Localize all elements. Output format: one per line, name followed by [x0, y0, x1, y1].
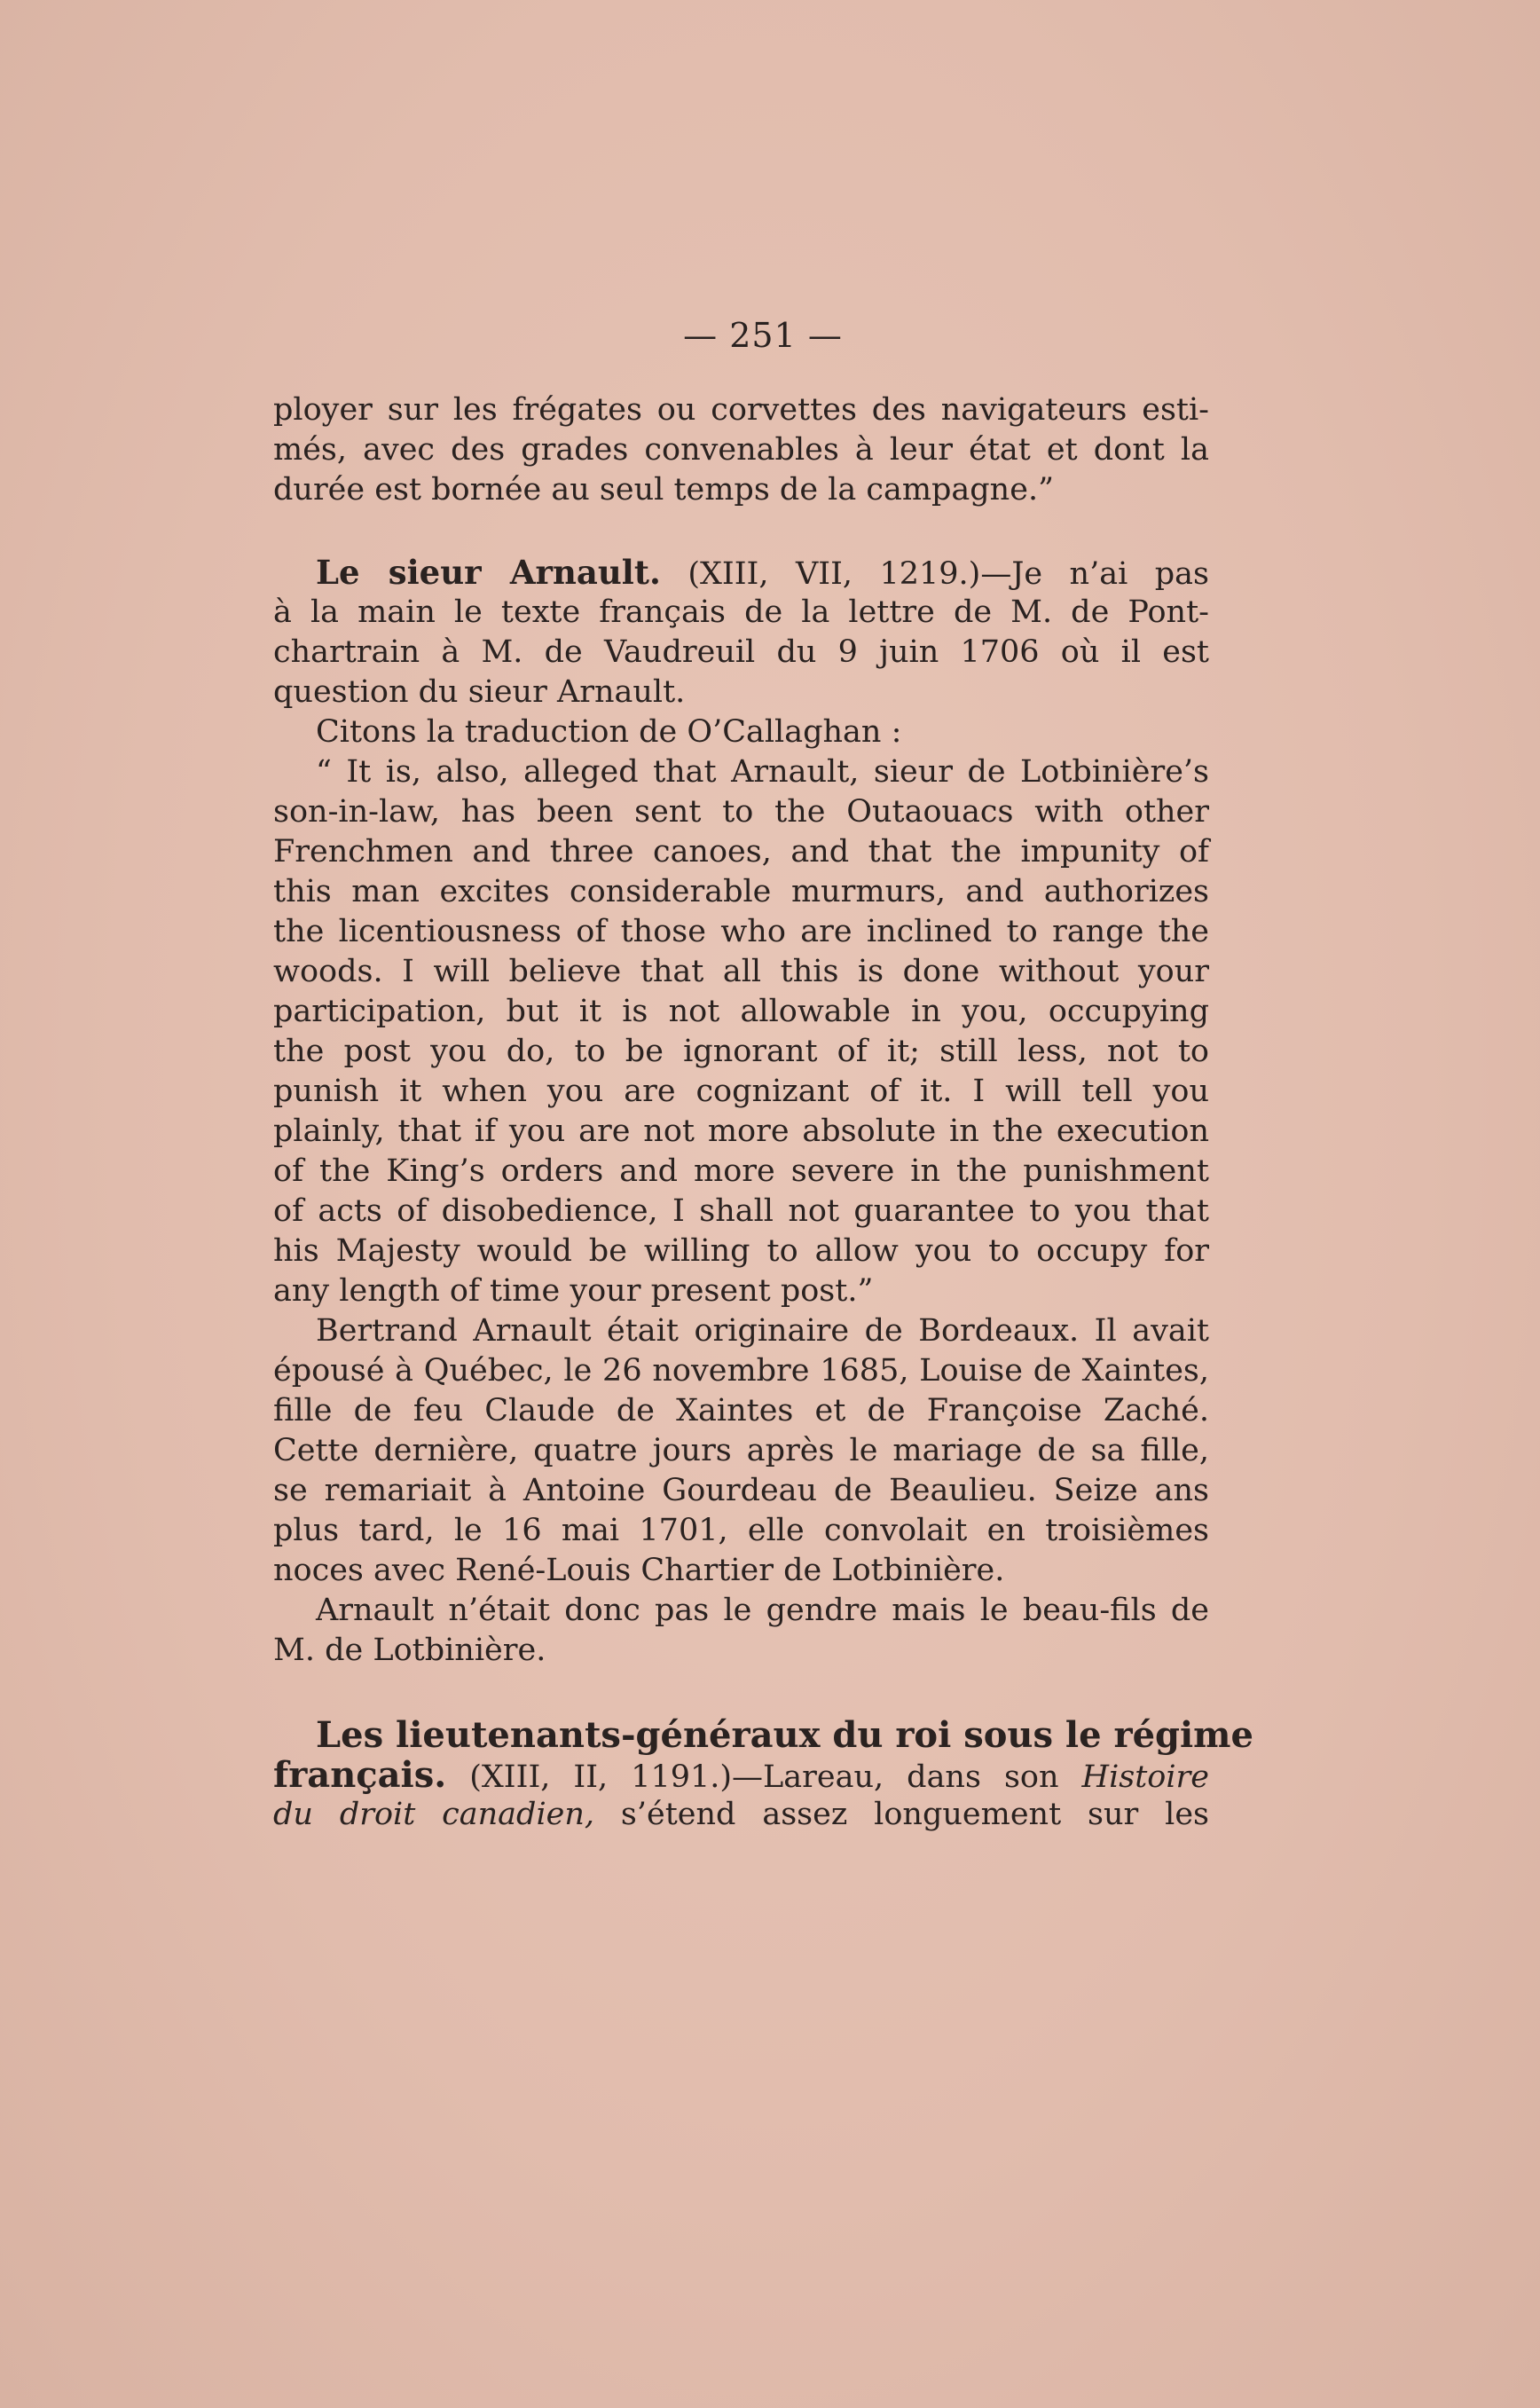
text-line: durée est bornée au seul temps de la campagne.” — [273, 472, 1054, 508]
quote-line: of acts of disobedience, I shall not guarantee to you that — [273, 1193, 1209, 1229]
text-line: question du sieur Arnault. — [273, 674, 686, 710]
text-line: Cette dernière, quatre jours après le mariage de sa fille, — [273, 1433, 1209, 1468]
section-heading: Les lieutenants-généraux du roi sous le régime — [316, 1714, 1253, 1756]
quote-line: this man excites considerable murmurs, and authorizes — [273, 874, 1209, 909]
page-body — [273, 390, 1253, 1835]
text-line: Bertrand Arnault était originaire de Bordeaux. Il avait — [316, 1313, 1209, 1349]
quote-line: Frenchmen and three canoes, and that the impunity of — [273, 834, 1209, 870]
text-line: més, avec des grades convenables à leur état et dont la — [273, 432, 1209, 468]
quote-line: plainly, that if you are not more absolute in the execution — [273, 1114, 1209, 1149]
quote-line: any length of time your present post.” — [273, 1273, 874, 1309]
section-heading-continued: français. — [273, 1754, 447, 1796]
text-line: Arnault n’était donc pas le gendre mais le beau-fils de — [316, 1593, 1209, 1628]
quote-line: the post you do, to be ignorant of it; still less, not to — [273, 1034, 1209, 1069]
quote-line: of the King’s orders and more severe in the punishment — [273, 1153, 1209, 1189]
section-heading-line — [273, 553, 1209, 593]
text-line: à la main le texte français de la lettre de M. de Pont- — [273, 594, 1209, 630]
quote-line: his Majesty would be willing to allow you to occupy for — [273, 1233, 1209, 1269]
quote-line: participation, but it is not allowable in you, occupying — [273, 994, 1209, 1029]
text-run: s’étend assez longuement sur les — [594, 1797, 1210, 1832]
section-heading: Le sieur Arnault. — [316, 553, 661, 592]
text-line: M. de Lotbinière. — [273, 1633, 546, 1668]
text-run: (XIII, VII, 1219.)—Je n’ai pas — [660, 556, 1209, 592]
quote-line: son-in-law, has been sent to the Outaouacs with other — [273, 794, 1209, 830]
quote-line: punish it when you are cognizant of it. I will tell you — [273, 1074, 1209, 1109]
quote-line: woods. I will believe that all this is done without your — [273, 954, 1209, 989]
book-title-italic: du droit canadien, — [273, 1797, 595, 1832]
text-line: se remariait à Antoine Gourdeau de Beaulieu. Seize ans — [273, 1473, 1209, 1508]
citation-intro: Citons la traduction de O’Callaghan : — [316, 714, 902, 750]
section-heading-line — [273, 1714, 1253, 1756]
text-run: (XIII, II, 1191.)—Lareau, dans son — [446, 1759, 1082, 1795]
text-line: noces avec René-Louis Chartier de Lotbinière. — [273, 1553, 1005, 1588]
quote-line: “ It is, also, alleged that Arnault, sieur de Lotbinière’s — [316, 754, 1209, 790]
text-line — [273, 1795, 1209, 1835]
text-line: ployer sur les frégates ou corvettes des navigateurs esti- — [273, 392, 1209, 428]
page-number: — 251 — — [683, 316, 843, 355]
text-line: chartrain à M. de Vaudreuil du 9 juin 1706 où il est — [273, 634, 1209, 670]
text-line: épousé à Québec, le 26 novembre 1685, Louise de Xaintes, — [273, 1353, 1209, 1389]
book-title-italic: Histoire — [1081, 1759, 1209, 1795]
section-heading-line — [273, 1755, 1209, 1795]
quote-line: the licentiousness of those who are inclined to range the — [273, 914, 1209, 949]
text-line: fille de feu Claude de Xaintes et de Françoise Zaché. — [273, 1393, 1209, 1428]
text-line: plus tard, le 16 mai 1701, elle convolait en troisièmes — [273, 1513, 1209, 1548]
